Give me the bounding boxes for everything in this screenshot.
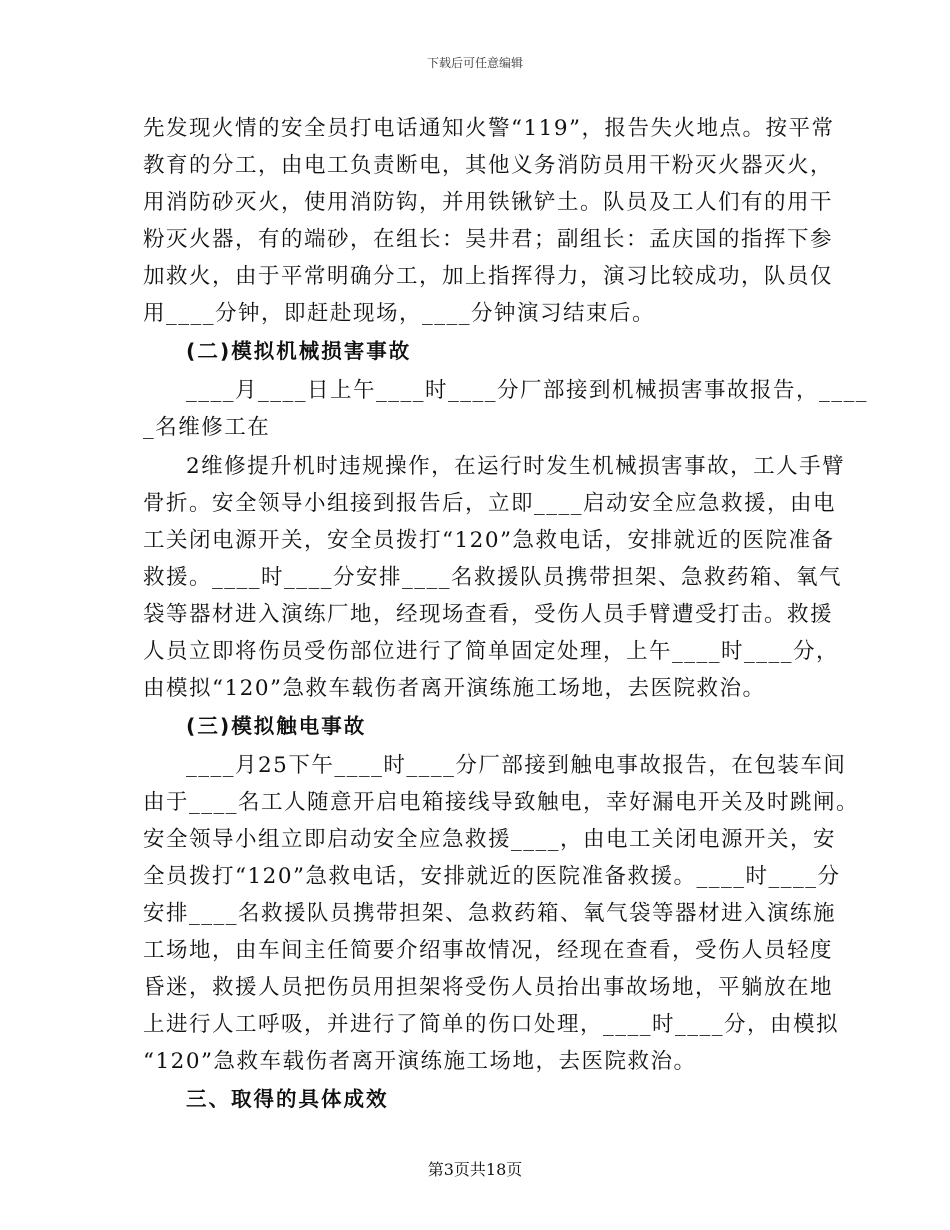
paragraph-line: 粉灭火器，有的端砂，在组长：吴井君；副组长：孟庆国的指挥下参: [143, 227, 834, 252]
paragraph-line: 先发现火情的安全员打电话通知火警“119”，报告失火地点。按平常: [143, 116, 835, 141]
paragraph-line: 加救火，由于平常明确分工，加上指挥得力，演习比较成功，队员仅: [143, 264, 834, 289]
paragraph-line: 由于____名工人随意开启电箱接线导致触电，幸好漏电开关及时跳闸。: [143, 790, 860, 815]
section-heading: 三、取得的具体成效: [186, 1087, 389, 1111]
section-heading: (二)模拟机械损害事故: [186, 339, 412, 363]
paragraph-line: ____月____日上午____时____分厂部接到机械损害事故报告，____: [186, 378, 869, 403]
paragraph-line: 上进行人工呼吸，并进行了简单的伤口处理，____时____分，由模拟: [143, 1012, 840, 1037]
paragraph-line: _名维修工在: [143, 415, 271, 440]
paragraph-line: 工场地，由车间主任简要介绍事故情况，经现在查看，受伤人员轻度: [143, 938, 834, 963]
paragraph-line: 救援。____时____分安排____名救援队员携带担架、急救药箱、氧气: [143, 565, 843, 590]
paragraph-line: 袋等器材进入演练厂地，经现场查看，受伤人员手臂遭受打击。救援: [143, 602, 834, 627]
paragraph-line: 由模拟“120”急救车载伤者离开演练施工场地，去医院救治。: [143, 676, 766, 701]
paragraph-line: “120”急救车载伤者离开演练施工场地，去医院救治。: [143, 1049, 697, 1074]
paragraph-line: 安全领导小组立即启动安全应急救援____，由电工关闭电源开关，安: [143, 827, 837, 852]
paragraph-line: ____月25下午____时____分厂部接到触电事故报告，在包装车间: [186, 753, 847, 778]
paragraph-line: 用____分钟，即赶赴现场，____分钟演习结束后。: [143, 301, 656, 326]
page-footer: 第3页共18页: [427, 1160, 523, 1179]
paragraph-line: 安排____名救援队员携带担架、急救药箱、氧气袋等器材进入演练施: [143, 901, 837, 926]
page-header: 下载后可任意编辑: [426, 56, 523, 70]
paragraph-line: 用消防砂灭火，使用消防钩，并用铁锹铲土。队员及工人们有的用干: [143, 190, 834, 215]
paragraph-line: 人员立即将伤员受伤部位进行了简单固定处理，上午____时____分，: [143, 639, 840, 664]
section-heading: (三)模拟触电事故: [186, 714, 367, 738]
paragraph-line: 工关闭电源开关，安全员拨打“120”急救电话，安排就近的医院准备: [143, 528, 835, 553]
paragraph-line: 教育的分工，由电工负责断电，其他义务消防员用干粉灭火器灭火，: [143, 153, 834, 178]
paragraph-line: 2维修提升机时违规操作，在运行时发生机械损害事故，工人手臂: [186, 454, 846, 479]
paragraph-line: 全员拨打“120”急救电话，安排就近的医院准备救援。____时____分: [143, 864, 841, 889]
paragraph-line: 昏迷，救援人员把伤员用担架将受伤人员抬出事故场地，平躺放在地: [143, 975, 834, 1000]
paragraph-line: 骨折。安全领导小组接到报告后，立即____启动安全应急救援，由电: [143, 491, 837, 516]
